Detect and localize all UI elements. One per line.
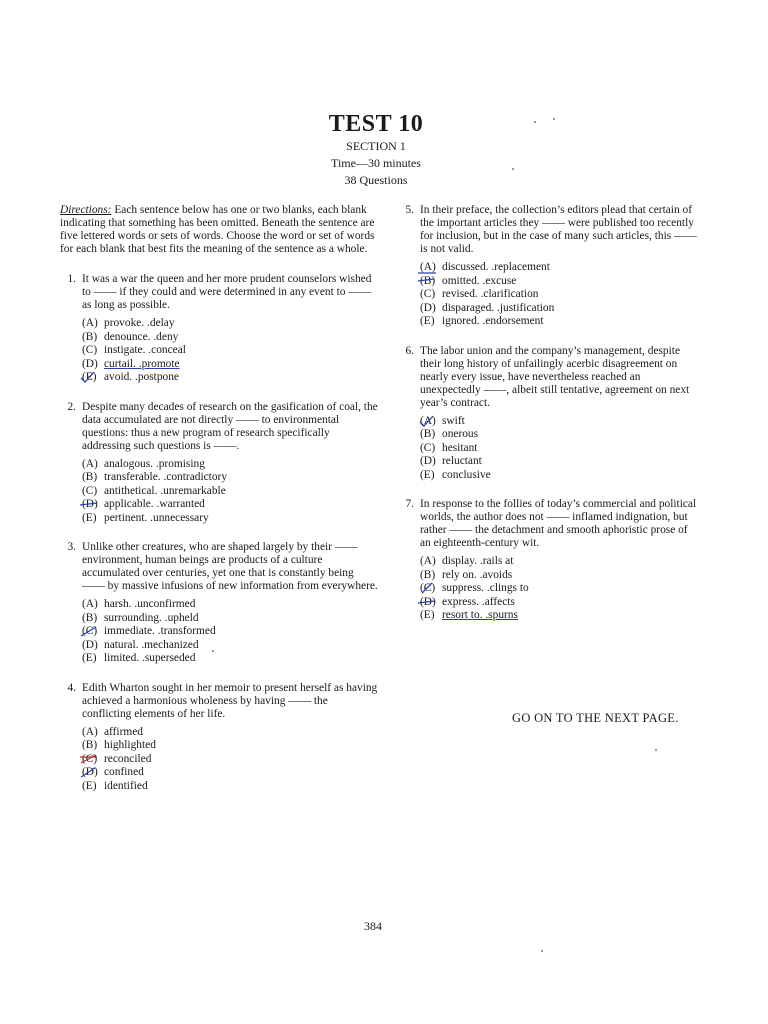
option-text: affirmed	[104, 725, 144, 738]
option-e[interactable]	[420, 315, 698, 329]
question-1	[60, 273, 378, 385]
option-text: analogous. .promising	[104, 457, 205, 470]
option-letter: (C)	[82, 625, 98, 637]
option-text: limited. .superseded	[104, 652, 196, 664]
option-text: reconciled	[104, 752, 152, 765]
option-letter: (A)	[82, 598, 98, 610]
test-title: TEST 10	[328, 111, 424, 137]
option-text: omitted. .excuse	[442, 274, 517, 287]
option-text: express. .affects	[442, 595, 515, 608]
answer-options	[420, 261, 698, 329]
option-letter: (B)	[82, 739, 98, 751]
option-letter: (D)	[82, 357, 98, 370]
option-text: denounce. .deny	[104, 330, 179, 343]
option-letter: (E)	[420, 609, 435, 621]
option-letter: (D)	[420, 595, 436, 608]
option-a[interactable]	[420, 261, 698, 275]
scan-speck	[212, 650, 214, 652]
option-text: display. .rails at	[442, 555, 514, 567]
option-text: ignored. .endorsement	[442, 315, 544, 327]
question-number: 3.	[67, 541, 76, 553]
question-3	[60, 541, 378, 666]
option-letter: (E)	[82, 779, 97, 792]
option-d[interactable]	[420, 455, 698, 469]
option-text: antithetical. .unremarkable	[104, 484, 226, 497]
section-label: SECTION 1	[346, 139, 406, 153]
option-letter: (A)	[82, 725, 98, 738]
option-text: instigate. .conceal	[104, 344, 186, 356]
option-text: suppress. .clings to	[442, 582, 529, 594]
time-limit: Time—30 minutes	[331, 156, 421, 170]
question-7	[398, 498, 698, 623]
option-text: surrounding. .upheld	[104, 611, 199, 624]
answer-options	[82, 726, 378, 794]
answer-options	[420, 555, 698, 623]
option-c[interactable]	[420, 442, 698, 456]
option-e[interactable]	[420, 469, 698, 483]
option-e[interactable]	[82, 512, 378, 526]
option-letter: (E)	[82, 511, 97, 524]
directions-label: Directions:	[60, 204, 112, 216]
option-letter: (C)	[82, 752, 98, 765]
option-letter: (A)	[420, 555, 436, 567]
go-on-notice: GO ON TO THE NEXT PAGE.	[512, 711, 679, 725]
option-text: conclusive	[442, 468, 491, 481]
question-number: 7.	[405, 498, 414, 510]
question-number: 5.	[405, 204, 414, 216]
option-d[interactable]	[82, 639, 378, 653]
option-text: highlighted	[104, 739, 156, 751]
option-letter: (D)	[420, 455, 436, 467]
option-letter: (D)	[82, 638, 98, 651]
option-letter: (E)	[420, 468, 435, 481]
option-letter: (A)	[82, 457, 98, 470]
option-e[interactable]	[82, 652, 378, 666]
option-letter: (C)	[420, 288, 436, 300]
option-text: swift	[442, 414, 465, 427]
option-letter: (E)	[82, 652, 97, 664]
option-b[interactable]	[420, 275, 698, 289]
option-letter: (C)	[420, 582, 436, 594]
option-letter: (B)	[82, 471, 98, 483]
answer-options	[82, 598, 378, 666]
directions	[60, 204, 378, 256]
question-number: 1.	[67, 273, 76, 285]
option-letter: (B)	[82, 611, 98, 624]
question-text: The labor union and the company’s management, despite their long history of unfailingly acerbic disagreement on nearly every issue, have nevertheless reached an unexpectedly ——, albeit still tentative, agreement on next year’s contract.	[420, 344, 690, 409]
option-b[interactable]	[82, 612, 378, 626]
option-text: curtail. .promote	[104, 357, 180, 370]
question-text: In their preface, the collection’s editors plead that certain of the important articles they —— were published too recently for inclusion, but in the case of many such articles, this —— is not valid.	[420, 204, 697, 255]
option-letter: (C)	[82, 484, 98, 497]
option-b[interactable]	[82, 331, 378, 345]
option-letter: (A)	[420, 261, 436, 273]
option-c[interactable]	[82, 344, 378, 358]
directions-text: Each sentence below has one or two blanks, each blank indicating that something has been omitted. Beneath the sentence are five lettered words or sets of words. Choose the word or set of words for each blank that best fits the meaning of the sentence as a whole.	[60, 204, 375, 255]
option-e[interactable]	[82, 780, 378, 794]
option-letter: (B)	[82, 330, 98, 343]
option-letter: (D)	[420, 301, 436, 314]
option-letter: (A)	[82, 317, 98, 329]
question-4	[60, 682, 378, 794]
option-letter: (E)	[420, 315, 435, 327]
right-column	[398, 204, 698, 639]
question-6	[398, 345, 698, 483]
scan-speck	[512, 168, 514, 170]
option-e[interactable]	[420, 609, 698, 623]
option-text: resort to. .spurns	[442, 609, 518, 621]
scan-speck	[541, 950, 543, 952]
option-d[interactable]	[420, 302, 698, 316]
option-letter: (A)	[420, 414, 436, 427]
option-letter: (D)	[82, 766, 98, 778]
option-text: identified	[104, 779, 148, 792]
option-c[interactable]	[82, 753, 378, 767]
option-b[interactable]	[82, 471, 378, 485]
option-c[interactable]	[82, 625, 378, 639]
option-a[interactable]	[420, 415, 698, 429]
option-text: harsh. .unconfirmed	[104, 598, 196, 610]
question-number: 2.	[67, 400, 76, 413]
question-5	[398, 204, 698, 329]
option-e[interactable]	[82, 371, 378, 385]
question-number: 4.	[67, 681, 76, 694]
option-text: natural. .mechanized	[104, 638, 199, 651]
answer-options	[82, 458, 378, 526]
option-b[interactable]	[420, 569, 698, 583]
option-text: revised. .clarification	[442, 288, 539, 300]
option-a[interactable]	[420, 555, 698, 569]
question-number: 6.	[405, 344, 414, 357]
option-a[interactable]	[82, 726, 378, 740]
option-d[interactable]	[82, 358, 378, 372]
question-text: In response to the follies of today’s commercial and political worlds, the author does not —— inflamed indignation, but rather —— the detachment and smooth aphoristic prose of an eighteenth-century wit.	[420, 498, 697, 549]
question-count: 38 Questions	[344, 173, 408, 187]
option-text: immediate. .transformed	[104, 625, 216, 637]
option-text: onerous	[442, 428, 479, 440]
option-c[interactable]	[420, 582, 698, 596]
option-text: discussed. .replacement	[442, 261, 550, 273]
option-letter: (B)	[420, 428, 436, 440]
question-2	[60, 401, 378, 526]
test-header	[250, 110, 502, 189]
option-d[interactable]	[420, 596, 698, 610]
option-text: confined	[104, 766, 144, 778]
scan-speck	[553, 118, 555, 120]
option-a[interactable]	[82, 317, 378, 331]
option-text: avoid. .postpone	[104, 371, 179, 383]
option-text: rely on. .avoids	[442, 568, 513, 581]
answer-options	[420, 415, 698, 483]
option-c[interactable]	[82, 485, 378, 499]
page-number: 384	[364, 919, 382, 933]
left-column	[60, 204, 378, 809]
option-b[interactable]	[82, 739, 378, 753]
option-text: disparaged. .justification	[442, 301, 555, 314]
scan-speck	[655, 749, 657, 751]
option-text: reluctant	[442, 455, 482, 467]
option-d[interactable]	[82, 766, 378, 780]
option-letter: (C)	[82, 344, 98, 356]
option-d[interactable]	[82, 498, 378, 512]
question-text: Unlike other creatures, who are shaped largely by their —— environment, human beings are products of a culture accumulated over centuries, yet one that is constantly being —— by massive infusions of new information from everywhere.	[82, 541, 378, 592]
option-text: applicable. .warranted	[104, 498, 205, 510]
scan-speck	[534, 121, 536, 123]
question-text: Edith Wharton sought in her memoir to present herself as having achieved a harmonious wholeness by having —— the conflicting elements of her life.	[82, 681, 378, 720]
question-text: Despite many decades of research on the gasification of coal, the data accumulated are not directly —— to environmental questions: thus a new program of research specifically addressing such questions is ——.	[82, 400, 378, 452]
option-text: hesitant	[442, 441, 478, 454]
option-letter: (B)	[420, 274, 436, 287]
option-text: provoke. .delay	[104, 317, 175, 329]
option-letter: (B)	[420, 568, 436, 581]
question-text: It was a war the queen and her more prudent counselors wished to —— if they could and were determined in any event to —— as long as possible.	[82, 273, 372, 311]
option-a[interactable]	[82, 458, 378, 472]
option-text: pertinent. .unnecessary	[104, 511, 209, 524]
option-text: transferable. .contradictory	[104, 471, 228, 483]
option-b[interactable]	[420, 428, 698, 442]
option-a[interactable]	[82, 598, 378, 612]
option-letter: (D)	[82, 498, 98, 510]
answer-options	[82, 317, 378, 385]
option-c[interactable]	[420, 288, 698, 302]
option-letter: (E)	[82, 371, 97, 383]
option-letter: (C)	[420, 441, 436, 454]
